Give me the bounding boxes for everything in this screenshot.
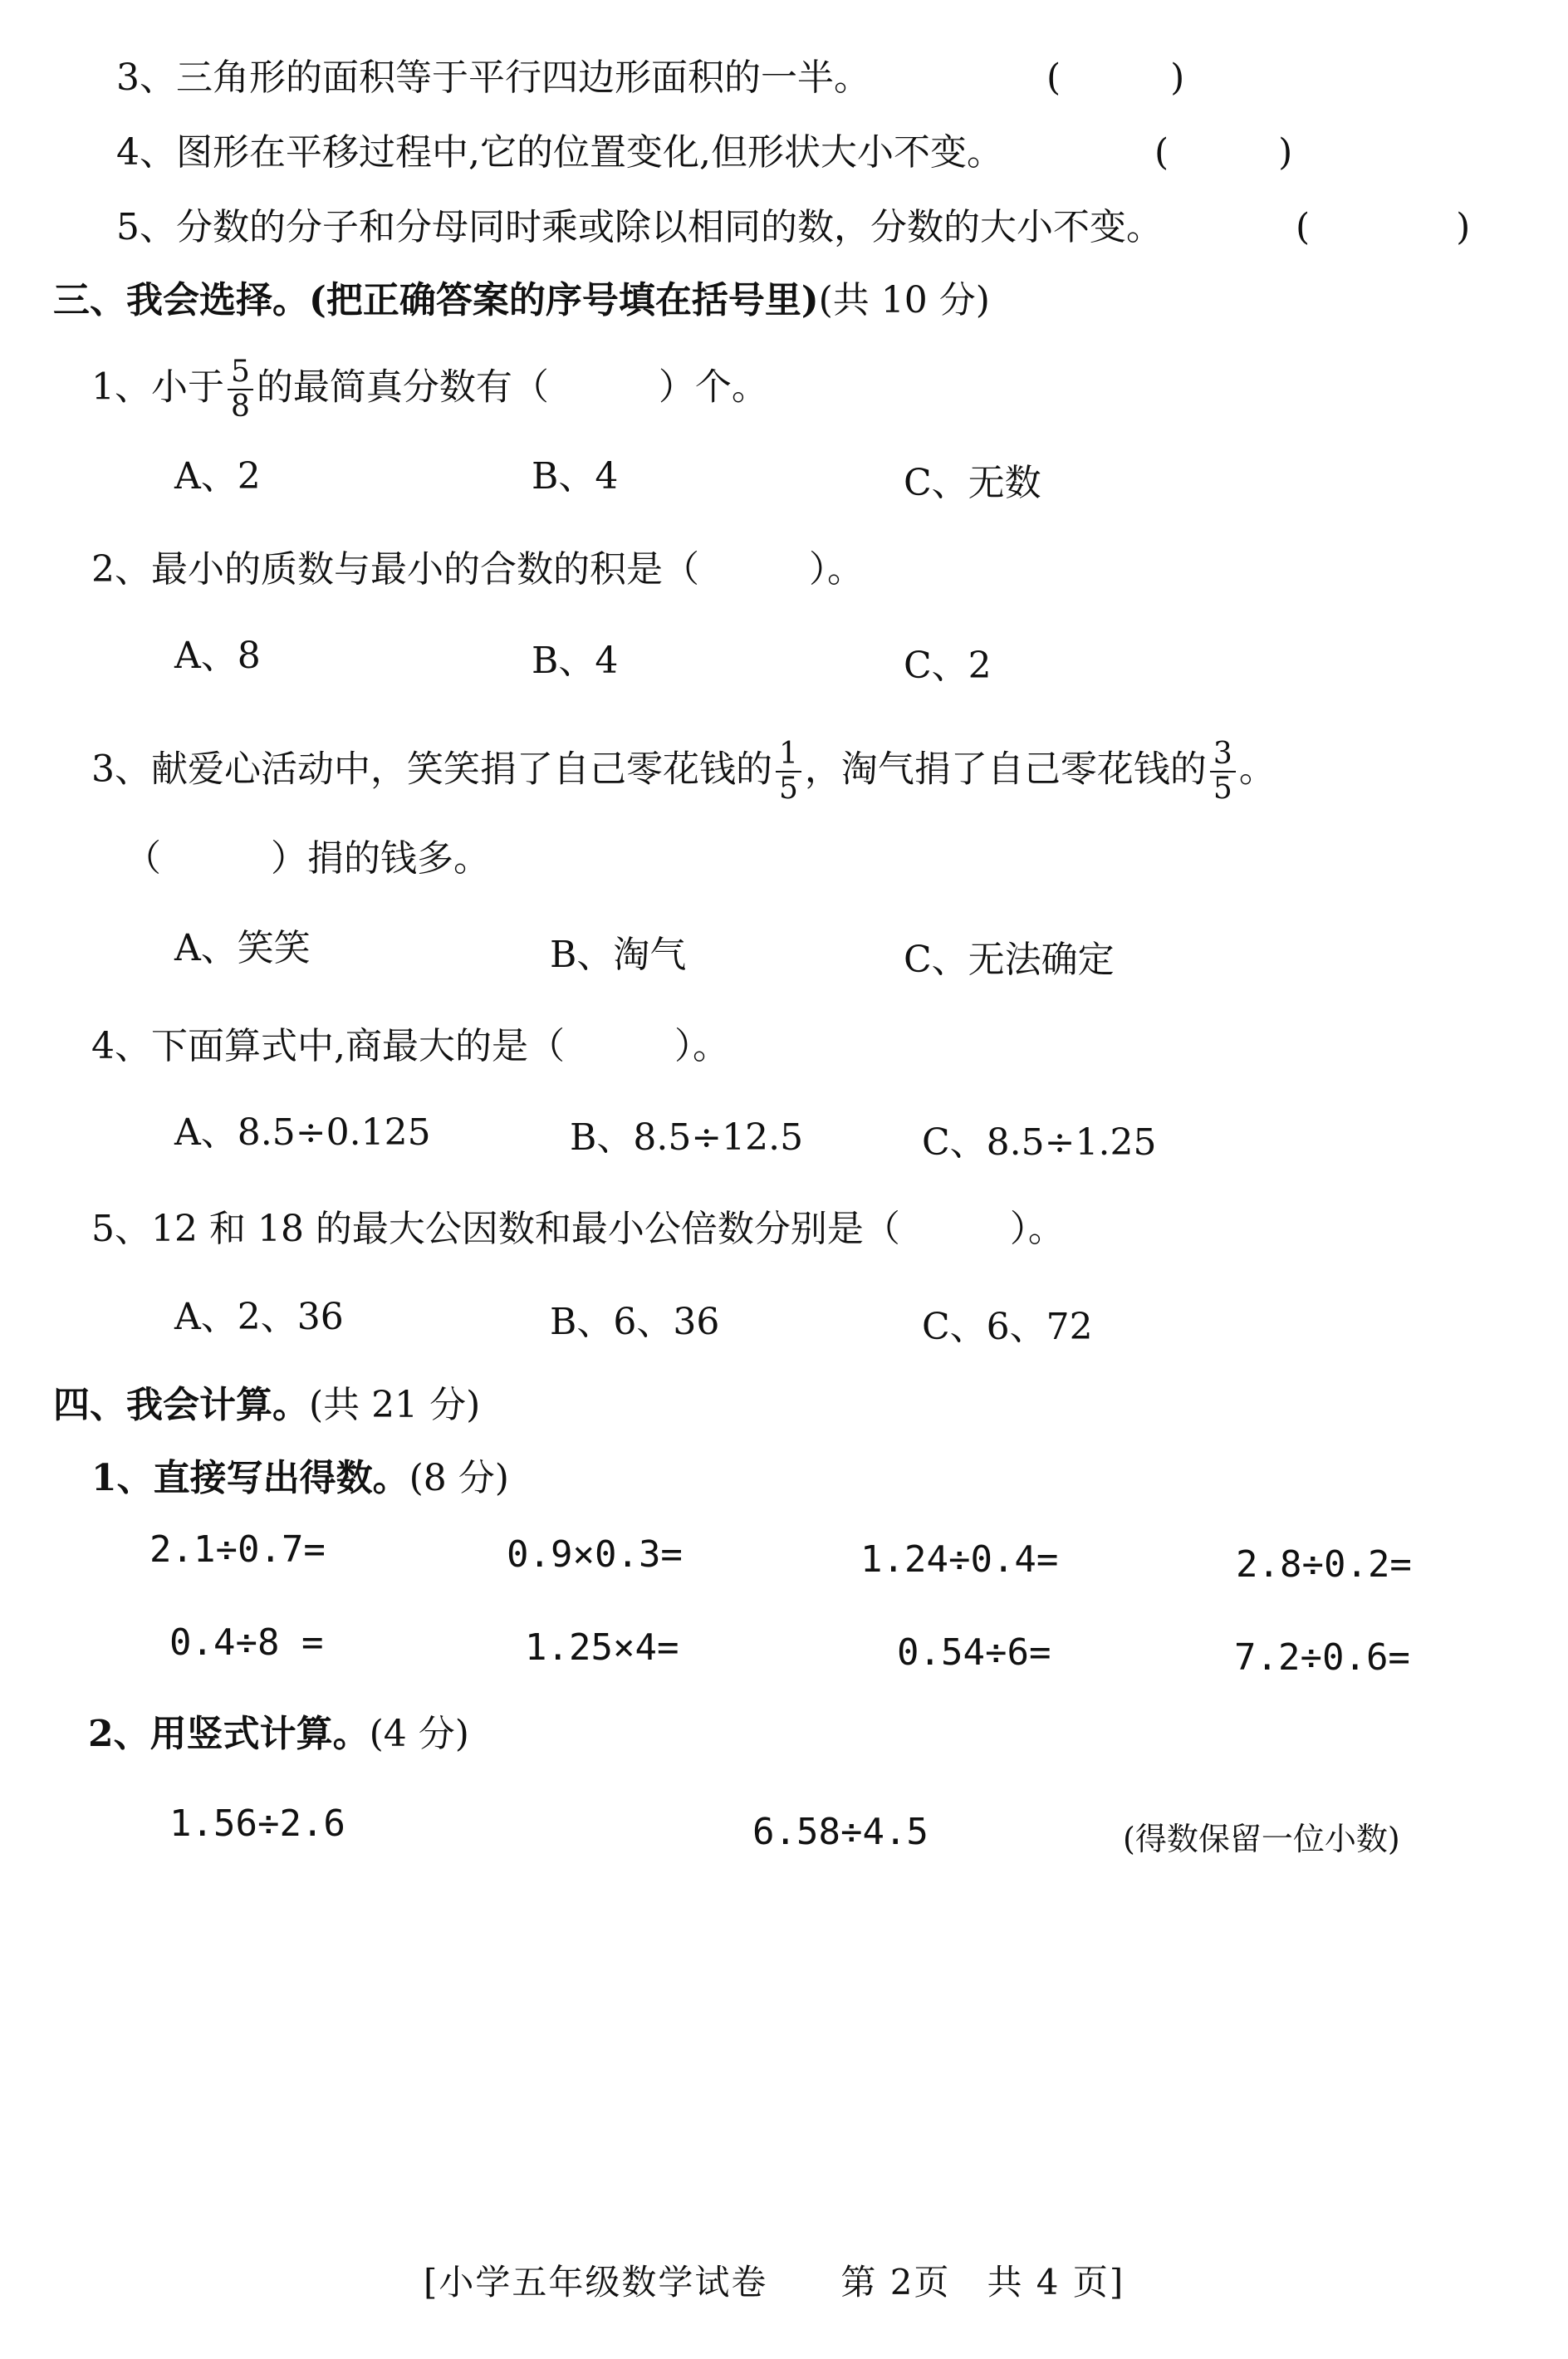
answer-paren[interactable]: ( ) — [1296, 206, 1471, 248]
calc-item[interactable]: 1.24÷0.4= — [860, 1538, 1059, 1581]
choice-q1: 1、小于 $\frac{5}{8}$ 的最简真分数有（ ）个。 — [91, 355, 768, 424]
section-title: 三、我会选择。(把正确答案的序号填在括号里)(共 10 分) — [53, 279, 990, 321]
option-c[interactable]: C、无数 — [904, 462, 1041, 504]
option-a[interactable]: A、2、36 — [174, 1296, 344, 1338]
option-b[interactable]: B、8.5÷12.5 — [570, 1116, 804, 1159]
option-c[interactable]: C、无法确定 — [904, 939, 1115, 981]
option-b[interactable]: B、4 — [532, 640, 619, 682]
option-a[interactable]: A、8.5÷0.125 — [174, 1111, 431, 1154]
section-title: 四、我会计算。(共 21 分) — [53, 1384, 481, 1426]
calc-item[interactable]: 7.2÷0.6= — [1234, 1636, 1410, 1679]
judge-q5: 5、分数的分子和分母同时乘或除以相同的数，分数的大小不变。 — [116, 206, 1163, 248]
fraction: $\frac{5}{8}$ — [228, 356, 253, 424]
option-c[interactable]: C、6、72 — [922, 1306, 1093, 1348]
calc-item[interactable]: 2.1÷0.7= — [149, 1528, 326, 1571]
calc-item[interactable]: 0.4÷8 = — [169, 1621, 324, 1664]
option-c[interactable]: C、8.5÷1.25 — [922, 1121, 1157, 1164]
fraction: $\frac{3}{5}$ — [1210, 738, 1236, 806]
vertical-calc[interactable]: 6.58÷4.5 — [752, 1811, 929, 1853]
choice-q3-line2: （ ）捐的钱多。 — [125, 837, 490, 880]
answer-paren[interactable]: ( ) — [1154, 131, 1293, 174]
option-b[interactable]: B、6、36 — [550, 1301, 720, 1343]
fraction: $\frac{1}{5}$ — [776, 738, 801, 806]
choice-q4: 4、下面算式中,商最大的是（ ）。 — [91, 1025, 729, 1067]
choice-q2: 2、最小的质数与最小的合数的积是（ ）。 — [91, 548, 864, 591]
choice-q3: 3、献爱心活动中，笑笑捐了自己零花钱的 $\frac{1}{5}$ ，淘气捐了自己零花钱的 $\frac{3}{5}$ 。 — [91, 737, 1276, 806]
option-a[interactable]: A、8 — [174, 635, 261, 677]
choice-q5: 5、12 和 18 的最大公因数和最小公倍数分别是（ ）。 — [91, 1208, 1065, 1250]
calc-item[interactable]: 1.25×4= — [525, 1626, 679, 1669]
option-b[interactable]: B、淘气 — [550, 934, 687, 976]
option-a[interactable]: A、笑笑 — [174, 927, 311, 969]
subsection-title: 2、用竖式计算。(4 分) — [88, 1713, 469, 1755]
judge-q3: 3、三角形的面积等于平行四边形面积的一半。 — [116, 56, 870, 99]
option-b[interactable]: B、4 — [532, 455, 619, 498]
calc-item[interactable]: 2.8÷0.2= — [1236, 1543, 1412, 1586]
option-c[interactable]: C、2 — [904, 645, 992, 687]
vertical-calc[interactable]: 1.56÷2.6 — [169, 1802, 345, 1845]
page-footer: [小学五年级数学试卷 第 2页 共 4 页] — [424, 2262, 1125, 2303]
option-a[interactable]: A、2 — [174, 455, 261, 498]
calc-item[interactable]: 0.54÷6= — [897, 1631, 1051, 1674]
calc-item[interactable]: 0.9×0.3= — [507, 1533, 683, 1576]
judge-q4: 4、图形在平移过程中,它的位置变化,但形状大小不变。 — [116, 131, 1003, 174]
answer-paren[interactable]: ( ) — [1046, 56, 1185, 99]
subsection-title: 1、直接写出得数。(8 分) — [91, 1457, 509, 1499]
rounding-note: (得数保留一位小数) — [1123, 1821, 1400, 1857]
